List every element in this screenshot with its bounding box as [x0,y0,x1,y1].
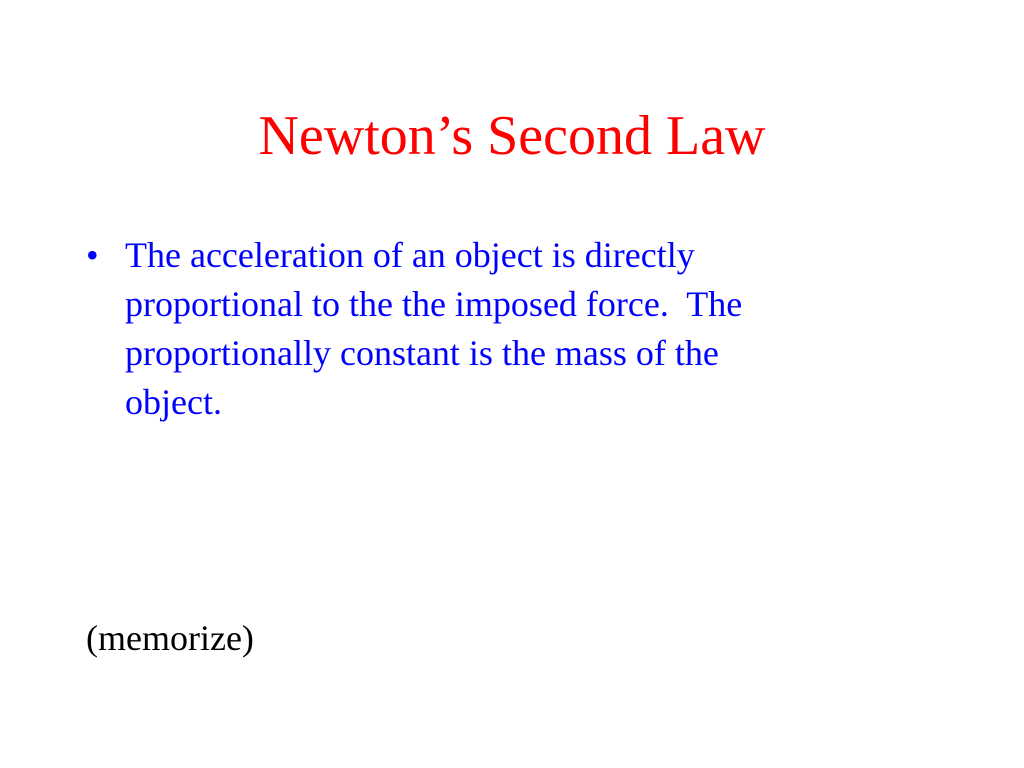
bullet-line: proportional to the the imposed force. The [125,284,743,324]
bullet-line: object. [125,382,222,422]
bullet-line: proportionally constant is the mass of the [125,333,719,373]
bullet-marker: • [86,235,99,275]
bullet-list [86,231,926,427]
bullet-line: The acceleration of an object is directly [125,235,695,275]
memorize-note: (memorize) [86,618,254,658]
slide-title: Newton’s Second Law [258,105,766,167]
bullet-item [86,231,926,427]
